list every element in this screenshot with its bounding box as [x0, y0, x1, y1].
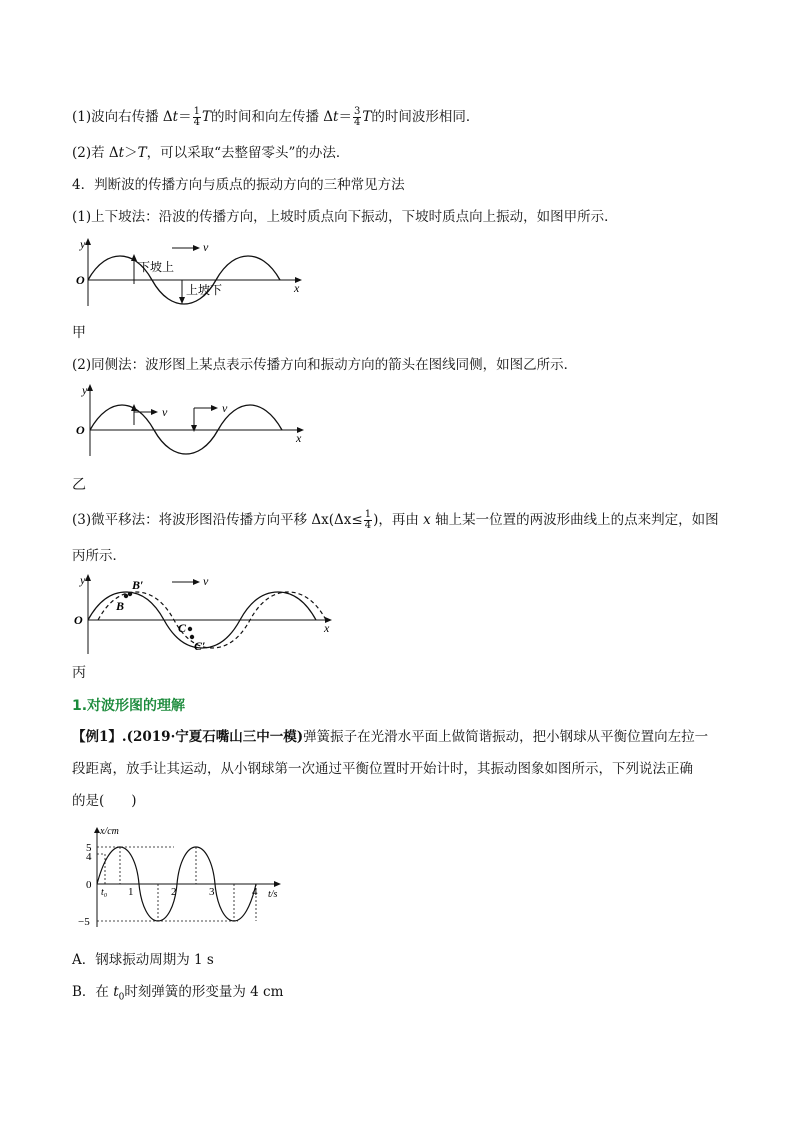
- denominator: 4: [193, 117, 200, 128]
- text: 的时间波形相同．: [371, 109, 480, 125]
- fraction: [353, 107, 361, 128]
- paragraph-1: [72, 107, 479, 128]
- denominator: 4: [353, 117, 361, 128]
- text: ，可以采取“去整留零头”的办法．: [146, 145, 350, 161]
- text: (1)波向右传播 Δ: [72, 109, 173, 125]
- slope-label-up: 上坡下: [186, 283, 223, 297]
- tick-3: 3: [209, 886, 215, 898]
- text: ＞: [124, 145, 138, 161]
- origin-label: O: [74, 613, 83, 627]
- section-title: 1.对波形图的理解: [72, 698, 186, 714]
- y-axis-label: y: [82, 383, 88, 397]
- example-tag: 【例1】: [72, 729, 122, 745]
- point-c-prime-label: C′: [194, 639, 206, 653]
- paragraph-6: [72, 510, 719, 531]
- option-b: [72, 982, 283, 1008]
- origin-label: O: [76, 423, 85, 437]
- y-axis-label: y: [80, 237, 86, 251]
- paragraph-3: 4．判断波的传播方向与质点的振动方向的三种常见方法: [72, 177, 405, 193]
- wave-figure-jia: [72, 236, 312, 308]
- velocity-label: v: [203, 240, 209, 254]
- x-axis-label: x: [296, 431, 302, 445]
- wave-figure-bing: [72, 572, 342, 656]
- text: t: [113, 984, 119, 1000]
- tick-5: 5: [86, 842, 92, 854]
- text: B．在: [72, 984, 114, 1000]
- figure-caption-yi: 乙: [72, 477, 86, 493]
- y-axis-label: y: [80, 573, 86, 587]
- tick-4: 4: [86, 851, 92, 863]
- example-1-line-1: [72, 727, 708, 747]
- fraction: [193, 107, 201, 128]
- text: 的时间和向左传播 Δ: [211, 109, 334, 125]
- tick-t0: t₀: [101, 887, 108, 898]
- point-b-label: B: [116, 599, 125, 613]
- text: (3)微平移法：将波形图沿传播方向平移 Δx(Δx≤: [72, 512, 363, 528]
- example-1-line-3: 的是( ): [72, 793, 137, 809]
- x-axis-label: x: [324, 621, 330, 635]
- point-b-prime-label: B′: [132, 578, 144, 592]
- text: T: [137, 145, 147, 161]
- paragraph-6-cont: 丙所示．: [72, 548, 126, 564]
- example-source: .(2019·宁夏石嘴山三中一模): [121, 729, 304, 745]
- text: ＝: [178, 109, 192, 125]
- tick-1: 1: [128, 886, 134, 898]
- denominator: 4: [364, 520, 372, 531]
- tick-2: 2: [171, 886, 177, 898]
- tick-4-x: 4: [252, 886, 258, 898]
- point-c-label: C: [178, 621, 187, 635]
- text: t: [172, 109, 179, 125]
- velocity-label: v: [162, 405, 168, 419]
- text: 弹簧振子在光滑水平面上做简谐振动，把小钢球从平衡位置向左拉一: [303, 729, 709, 745]
- wave-figure-yi: [72, 382, 312, 458]
- numerator: 3: [353, 106, 361, 117]
- velocity-label: v: [203, 574, 209, 588]
- numerator: 1: [193, 106, 200, 117]
- figure-caption-jia: 甲: [72, 325, 86, 341]
- text: (2)若 Δ: [72, 145, 119, 161]
- slope-label-down: 下坡上: [138, 260, 175, 274]
- text: )，再由: [373, 512, 424, 528]
- tick-0: 0: [86, 879, 92, 891]
- subscript: 0: [118, 992, 125, 1003]
- origin-label: O: [76, 273, 85, 287]
- x-axis-label: t/s: [268, 889, 278, 900]
- text: 轴上某一位置的两波形曲线上的点来判定，如图: [430, 512, 719, 528]
- fraction: [364, 510, 372, 531]
- oscillation-figure: [72, 822, 292, 930]
- numerator: 1: [364, 509, 372, 520]
- paragraph-5: (2)同侧法：波形图上某点表示传播方向和振动方向的箭头在图线同侧，如图乙所示．: [72, 357, 578, 373]
- paragraph-4: (1)上下坡法：沿波的传播方向，上坡时质点向下振动，下坡时质点向上振动，如图甲所示．: [72, 209, 618, 225]
- figure-caption-bing: 丙: [72, 665, 86, 681]
- velocity-label: v: [222, 401, 228, 415]
- tick-minus-5: −5: [78, 916, 90, 928]
- text: T: [201, 109, 211, 125]
- text: ＝: [338, 109, 352, 125]
- x-axis-label: x: [294, 281, 300, 295]
- text: x: [423, 512, 431, 528]
- text: t: [333, 109, 339, 125]
- text: 时刻弹簧的形变量为 4 cm: [124, 984, 284, 1000]
- example-1-line-2: 段距离，放手让其运动，从小钢球第一次通过平衡位置时开始计时，其振动图象如图所示，下列说法正确: [72, 761, 693, 777]
- y-axis-label: x/cm: [100, 826, 119, 837]
- option-a: A．钢球振动周期为 1 s: [72, 952, 214, 968]
- text: T: [362, 109, 372, 125]
- paragraph-2: [72, 143, 349, 163]
- text: t: [118, 145, 125, 161]
